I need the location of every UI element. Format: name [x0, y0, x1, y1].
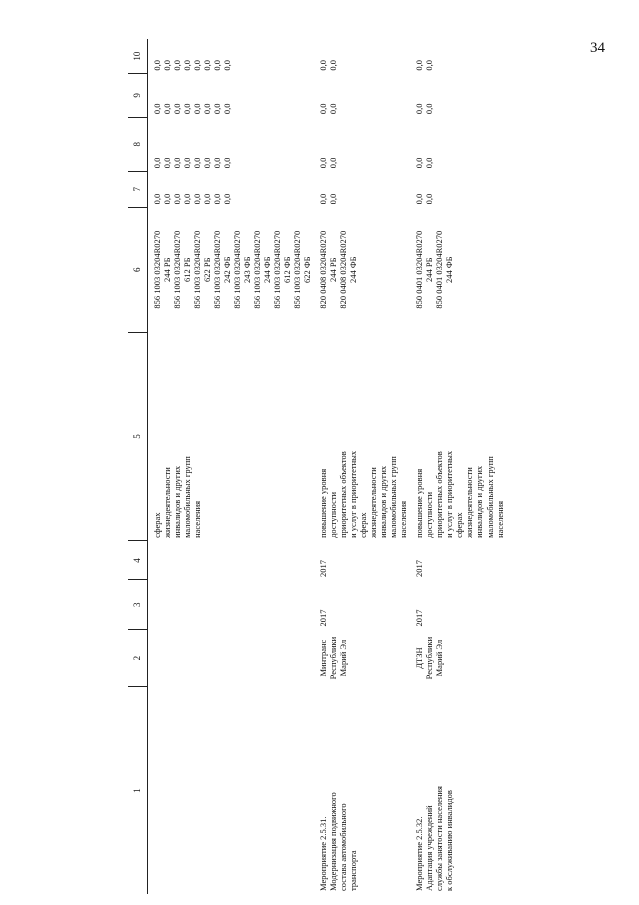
cell-line: 856 1003 03204R0270	[152, 230, 162, 309]
result-cell	[314, 332, 410, 541]
cell-line: 0,0	[328, 59, 339, 71]
cell-line: 0,0	[152, 157, 162, 169]
header-cell-10: 10	[128, 39, 148, 74]
cell-line: 0,0	[414, 59, 425, 71]
header-cell-3: 3	[128, 580, 148, 630]
header-cell-6: 6	[128, 207, 148, 332]
cell-line: 0,0	[222, 103, 233, 115]
cell-line: 856 1003 03204R0270	[292, 230, 303, 309]
value-cell-10	[148, 39, 315, 74]
budget-table	[128, 39, 507, 894]
cell-line: 0,0	[162, 103, 173, 115]
cell-line: населения	[192, 500, 203, 538]
result-cell	[148, 332, 315, 541]
cell-line: Модернизация подвижного	[328, 792, 339, 891]
cell-line: 0,0	[318, 103, 329, 115]
cell-line: 0,0	[328, 157, 339, 169]
cell-line: 0,0	[424, 157, 435, 169]
value-cell-7	[148, 171, 315, 207]
cell-line: 0,0	[202, 59, 213, 71]
value-cell-8	[148, 117, 315, 171]
cell-line: 612 ФБ	[282, 256, 293, 283]
cell-line: 0,0	[152, 59, 162, 71]
cell-line: 0,0	[182, 59, 193, 71]
event-name-cell	[314, 687, 410, 894]
cell-line: инвалидов и других	[172, 465, 183, 538]
cell-line: 0,0	[182, 193, 193, 205]
cell-line: 856 1003 03204R0270	[172, 230, 183, 309]
end-year-cell	[148, 541, 315, 580]
cell-line: Марий Эл	[434, 639, 445, 677]
rotated-table-container	[128, 39, 638, 894]
cell-line: 0,0	[222, 157, 233, 169]
cell-line: 0,0	[414, 157, 425, 169]
cell-line: доступности	[328, 491, 339, 538]
cell-line: Мероприятие 2.5.31.	[318, 816, 329, 891]
cell-line: Марий Эл	[338, 639, 349, 677]
event-name-cell	[410, 687, 506, 894]
cell-line: сферах	[358, 512, 369, 538]
cell-line: и услуг в приоритетных	[348, 450, 359, 538]
value-cell-10	[314, 39, 410, 74]
value-cell-7	[410, 171, 506, 207]
cell-line: Республики	[328, 636, 339, 680]
cell-text: 2017	[414, 609, 425, 627]
cell-line: сферах	[454, 512, 465, 538]
cell-line: к обслуживанию инвалидов	[444, 790, 455, 891]
value-cell-8	[314, 117, 410, 171]
value-cell-8	[410, 117, 506, 171]
executor-cell	[148, 630, 315, 687]
cell-line: 0,0	[318, 59, 329, 71]
cell-line: населения	[494, 500, 505, 538]
cell-line: инвалидов и других	[474, 465, 485, 538]
cell-line: 0,0	[212, 59, 223, 71]
cell-line: повышение уровня	[414, 468, 425, 538]
cell-line: 0,0	[202, 157, 213, 169]
cell-line: 0,0	[328, 103, 339, 115]
cell-line: 0,0	[414, 193, 425, 205]
cell-line: 820 0408 03204R0270	[318, 230, 329, 309]
start-year-cell	[148, 580, 315, 630]
budget-code-cell	[148, 207, 315, 332]
cell-line: 0,0	[182, 103, 193, 115]
cell-line: Адаптация учреждений	[424, 805, 435, 891]
header-cell-4: 4	[128, 541, 148, 580]
table-row	[314, 39, 410, 894]
cell-line: 0,0	[172, 193, 183, 205]
cell-line: маломобильных групп	[182, 456, 193, 538]
page-number: 34	[590, 40, 605, 56]
cell-line: 0,0	[182, 157, 193, 169]
cell-line: 0,0	[212, 193, 223, 205]
cell-line: приоритетных объектов	[434, 451, 445, 538]
executor-cell	[314, 630, 410, 687]
cell-line: сферах	[152, 512, 162, 538]
value-cell-9	[314, 74, 410, 118]
header-cell-7: 7	[128, 171, 148, 207]
cell-line: состава автомобильного	[338, 803, 349, 891]
cell-line: службы занятости населения	[434, 786, 445, 891]
cell-text: 2017	[414, 559, 425, 577]
cell-line: 0,0	[424, 193, 435, 205]
cell-line: 0,0	[424, 103, 435, 115]
table-body	[148, 39, 507, 894]
header-cell-8: 8	[128, 117, 148, 171]
cell-line: 0,0	[212, 103, 223, 115]
cell-line: 0,0	[192, 157, 203, 169]
cell-line: 0,0	[192, 193, 203, 205]
end-year-cell	[314, 541, 410, 580]
cell-line: 0,0	[162, 59, 173, 71]
value-cell-9	[410, 74, 506, 118]
cell-line: маломобильных групп	[484, 456, 495, 538]
cell-line: 0,0	[202, 103, 213, 115]
cell-line: Республики	[424, 636, 435, 680]
table-row	[410, 39, 506, 894]
cell-line: приоритетных объектов	[338, 451, 349, 538]
header-cell-2: 2	[128, 630, 148, 687]
cell-line: 0,0	[414, 103, 425, 115]
cell-line: 0,0	[222, 193, 233, 205]
cell-text: 2017	[318, 559, 329, 577]
cell-line: 856 1003 03204R0270	[272, 230, 283, 309]
cell-line: 856 1003 03204R0270	[232, 230, 243, 309]
cell-line: 0,0	[192, 103, 203, 115]
cell-line: 244 РБ	[328, 257, 339, 282]
start-year-cell	[410, 580, 506, 630]
end-year-cell	[410, 541, 506, 580]
cell-line: маломобильных групп	[388, 456, 399, 538]
cell-line: 244 ФБ	[348, 256, 359, 283]
cell-line: повышение уровня	[318, 468, 329, 538]
table-row	[148, 39, 315, 894]
cell-line: 242 ФБ	[222, 256, 233, 283]
start-year-cell	[314, 580, 410, 630]
header-cell-9: 9	[128, 74, 148, 118]
cell-line: 850 0401 03204R0270	[414, 230, 425, 309]
cell-line: 243 ФБ	[242, 256, 253, 283]
event-name-cell	[148, 687, 315, 894]
cell-line: 0,0	[318, 157, 329, 169]
budget-code-cell	[410, 207, 506, 332]
cell-line: 856 1003 03204R0270	[212, 230, 223, 309]
cell-line: населения	[398, 500, 409, 538]
budget-code-cell	[314, 207, 410, 332]
cell-line: 0,0	[152, 193, 162, 205]
cell-line: 0,0	[172, 157, 183, 169]
value-cell-9	[148, 74, 315, 118]
result-cell	[410, 332, 506, 541]
cell-line: 856 1003 03204R0270	[192, 230, 203, 309]
cell-line: 0,0	[162, 193, 173, 205]
cell-line: 244 ФБ	[444, 256, 455, 283]
header-cell-1: 1	[132, 788, 143, 793]
cell-line: 244 РБ	[162, 257, 173, 282]
header-cell-5: 5	[128, 332, 148, 541]
cell-line: 0,0	[318, 193, 329, 205]
cell-line: 622 ФБ	[302, 256, 313, 283]
cell-line: 0,0	[172, 103, 183, 115]
cell-line: Минтранс	[318, 639, 329, 677]
cell-line: 856 1003 03204R0270	[252, 230, 263, 309]
cell-line: 0,0	[172, 59, 183, 71]
cell-line: транспорта	[348, 850, 359, 891]
cell-text: 2017	[318, 609, 329, 627]
cell-line: 0,0	[328, 193, 339, 205]
cell-line: 0,0	[212, 157, 223, 169]
cell-line: доступности	[424, 491, 435, 538]
cell-line: 850 0401 03204R0270	[434, 230, 445, 309]
cell-line: жизнедеятельности	[464, 467, 475, 538]
executor-cell	[410, 630, 506, 687]
cell-line: 0,0	[424, 59, 435, 71]
cell-line: инвалидов и других	[378, 465, 389, 538]
value-cell-10	[410, 39, 506, 74]
cell-line: 622 РБ	[202, 257, 213, 282]
cell-line: 0,0	[152, 103, 162, 115]
cell-line: 244 РБ	[424, 257, 435, 282]
cell-line: жизнедеятельности	[162, 467, 173, 538]
value-cell-7	[314, 171, 410, 207]
cell-line: ДТЗН	[414, 647, 425, 669]
cell-line: 0,0	[162, 157, 173, 169]
cell-line: 0,0	[202, 193, 213, 205]
cell-line: 0,0	[192, 59, 203, 71]
cell-line: Мероприятие 2.5.32.	[414, 816, 425, 891]
cell-line: 612 РБ	[182, 257, 193, 282]
header-row	[128, 39, 148, 894]
cell-line: 0,0	[222, 59, 233, 71]
cell-line: 244 ФБ	[262, 256, 273, 283]
cell-line: и услуг в приоритетных	[444, 450, 455, 538]
cell-line: 820 0408 03204R0270	[338, 230, 349, 309]
cell-line: жизнедеятельности	[368, 467, 379, 538]
